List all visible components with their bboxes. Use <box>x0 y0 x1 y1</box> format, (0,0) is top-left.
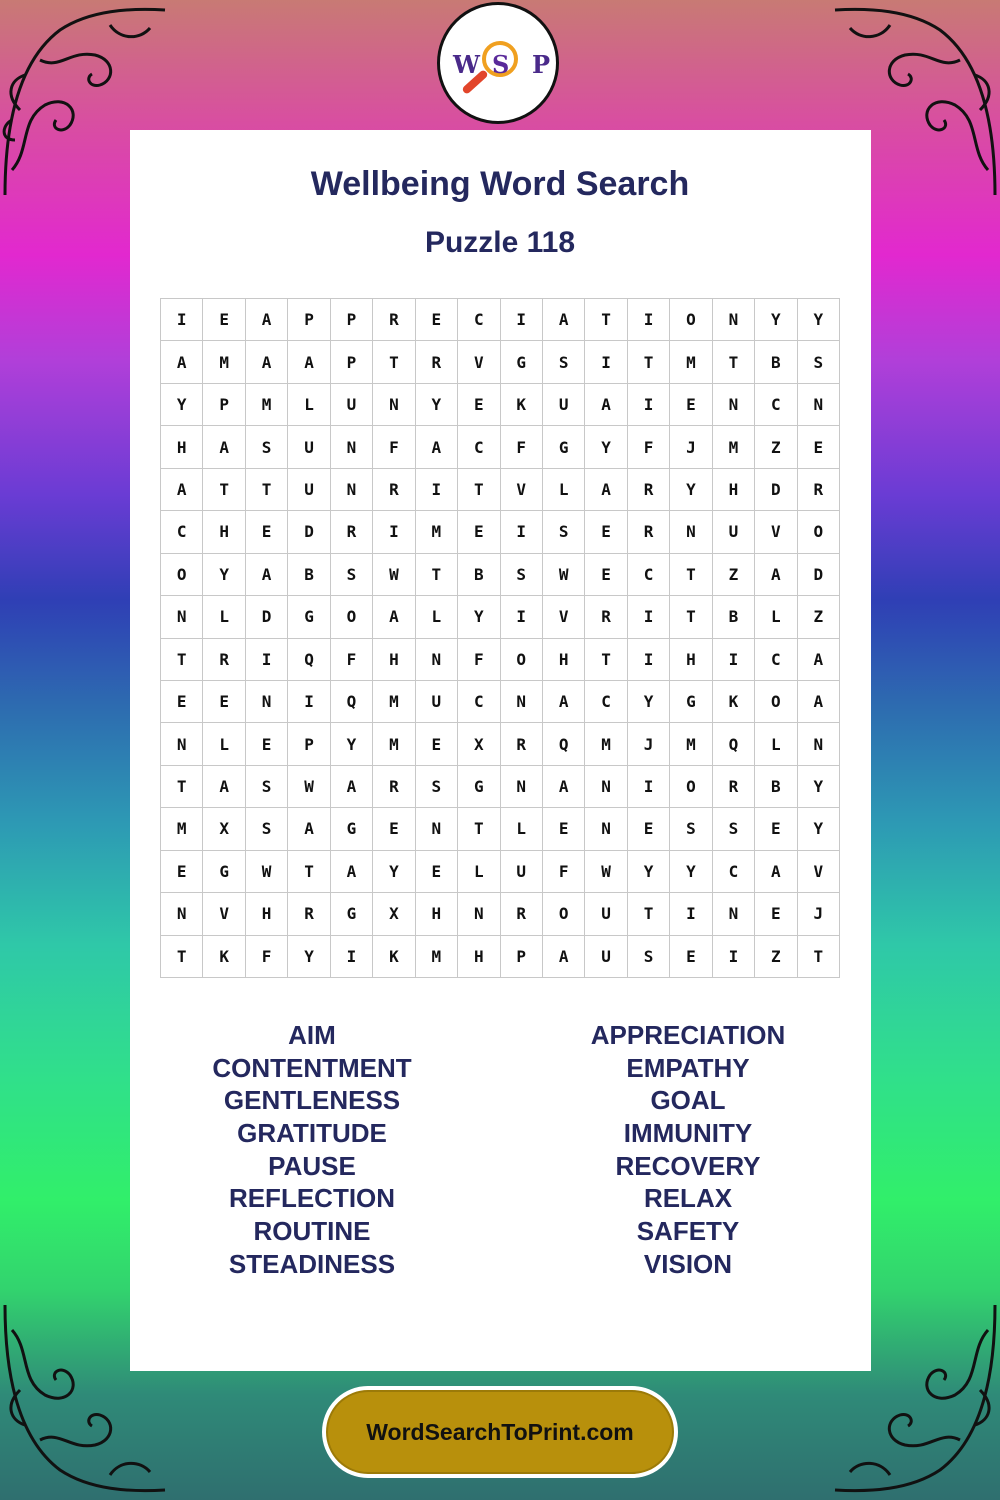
grid-cell[interactable]: I <box>501 511 543 553</box>
grid-cell[interactable]: R <box>373 469 415 511</box>
grid-cell[interactable]: N <box>501 681 543 723</box>
grid-cell[interactable]: N <box>331 469 373 511</box>
grid-cell[interactable]: U <box>331 384 373 426</box>
grid-cell[interactable]: K <box>501 384 543 426</box>
grid-cell[interactable]: S <box>670 808 712 850</box>
grid-cell[interactable]: S <box>331 554 373 596</box>
grid-cell[interactable]: C <box>458 681 500 723</box>
grid-cell[interactable]: Y <box>798 808 840 850</box>
grid-cell[interactable]: N <box>798 723 840 765</box>
grid-cell[interactable]: T <box>585 299 627 341</box>
grid-cell[interactable]: G <box>288 596 330 638</box>
grid-cell[interactable]: A <box>161 341 203 383</box>
grid-cell[interactable]: U <box>416 681 458 723</box>
grid-cell[interactable]: G <box>331 808 373 850</box>
grid-cell[interactable]: E <box>246 511 288 553</box>
grid-cell[interactable]: A <box>246 299 288 341</box>
grid-cell[interactable]: W <box>288 766 330 808</box>
grid-cell[interactable]: H <box>416 893 458 935</box>
page-title: Wellbeing Word Search <box>310 165 690 203</box>
grid-cell[interactable]: S <box>543 341 585 383</box>
grid-cell[interactable]: T <box>670 596 712 638</box>
grid-cell[interactable]: E <box>203 681 245 723</box>
grid-cell[interactable]: P <box>501 936 543 978</box>
grid-cell[interactable]: I <box>373 511 415 553</box>
grid-cell[interactable]: S <box>416 766 458 808</box>
word-item: EMPATHY <box>626 1052 750 1083</box>
grid-cell[interactable]: B <box>755 766 797 808</box>
grid-cell[interactable]: T <box>628 341 670 383</box>
grid-cell[interactable]: N <box>458 893 500 935</box>
word-item: GENTLENESS <box>223 1085 401 1116</box>
grid-cell[interactable]: F <box>628 426 670 468</box>
word-item: RECOVERY <box>615 1150 761 1181</box>
word-item: AIM <box>288 1020 336 1050</box>
grid-cell[interactable]: R <box>203 639 245 681</box>
grid-cell[interactable]: E <box>203 299 245 341</box>
grid-cell[interactable]: A <box>755 851 797 893</box>
grid-cell[interactable]: E <box>161 681 203 723</box>
grid-cell[interactable]: O <box>161 554 203 596</box>
grid-cell[interactable]: O <box>670 299 712 341</box>
grid-cell[interactable]: H <box>543 639 585 681</box>
puzzle-number: Puzzle 118 <box>424 226 576 259</box>
grid-cell[interactable]: E <box>416 299 458 341</box>
grid-cell[interactable]: Y <box>670 851 712 893</box>
grid-cell[interactable]: E <box>246 723 288 765</box>
grid-cell[interactable]: A <box>203 766 245 808</box>
grid-cell[interactable]: T <box>628 893 670 935</box>
grid-cell[interactable]: N <box>161 596 203 638</box>
grid-cell[interactable]: M <box>416 511 458 553</box>
grid-cell[interactable]: R <box>501 893 543 935</box>
grid-cell[interactable]: C <box>755 639 797 681</box>
grid-cell[interactable]: U <box>501 851 543 893</box>
grid-cell[interactable]: L <box>755 723 797 765</box>
grid-cell[interactable]: P <box>288 723 330 765</box>
grid-cell[interactable]: L <box>203 596 245 638</box>
grid-cell[interactable]: S <box>501 554 543 596</box>
grid-cell[interactable]: E <box>458 384 500 426</box>
grid-cell[interactable]: M <box>161 808 203 850</box>
grid-cell[interactable]: I <box>501 596 543 638</box>
grid-cell[interactable]: X <box>373 893 415 935</box>
grid-cell[interactable]: Z <box>713 554 755 596</box>
grid-cell[interactable]: I <box>416 469 458 511</box>
grid-cell[interactable]: U <box>288 469 330 511</box>
grid-cell[interactable]: F <box>373 426 415 468</box>
grid-cell[interactable]: E <box>543 808 585 850</box>
grid-cell[interactable]: D <box>246 596 288 638</box>
grid-cell[interactable]: A <box>543 681 585 723</box>
grid-cell[interactable]: N <box>161 723 203 765</box>
grid-cell[interactable]: T <box>161 936 203 978</box>
grid-cell[interactable]: J <box>670 426 712 468</box>
grid-cell[interactable]: Y <box>373 851 415 893</box>
grid-cell[interactable]: W <box>543 554 585 596</box>
grid-cell[interactable]: Q <box>331 681 373 723</box>
grid-cell[interactable]: W <box>373 554 415 596</box>
grid-cell[interactable]: Z <box>755 936 797 978</box>
word-item: IMMUNITY <box>623 1118 753 1149</box>
grid-cell[interactable]: P <box>288 299 330 341</box>
grid-cell[interactable]: E <box>798 426 840 468</box>
grid-cell[interactable]: G <box>543 426 585 468</box>
grid-cell[interactable]: I <box>628 299 670 341</box>
grid-cell[interactable]: V <box>543 596 585 638</box>
word-item: GRATITUDE <box>237 1118 387 1149</box>
grid-cell[interactable]: Y <box>416 384 458 426</box>
grid-cell[interactable]: A <box>373 596 415 638</box>
grid-cell[interactable]: N <box>585 808 627 850</box>
grid-cell[interactable]: I <box>628 639 670 681</box>
grid-cell[interactable]: N <box>373 384 415 426</box>
grid-cell[interactable]: E <box>755 808 797 850</box>
grid-cell[interactable]: A <box>331 851 373 893</box>
grid-cell[interactable]: E <box>161 851 203 893</box>
grid-cell[interactable]: Z <box>798 596 840 638</box>
grid-cell[interactable]: N <box>416 808 458 850</box>
grid-cell[interactable]: B <box>288 554 330 596</box>
word-item: CONTENTMENT <box>212 1052 412 1083</box>
grid-cell[interactable]: Q <box>713 723 755 765</box>
grid-cell[interactable]: R <box>798 469 840 511</box>
grid-cell[interactable]: O <box>755 681 797 723</box>
grid-cell[interactable]: E <box>458 511 500 553</box>
grid-cell[interactable]: Y <box>798 299 840 341</box>
grid-cell[interactable]: A <box>203 426 245 468</box>
grid-cell[interactable]: Y <box>798 766 840 808</box>
grid-cell[interactable]: K <box>203 936 245 978</box>
grid-cell[interactable]: J <box>798 893 840 935</box>
grid-cell[interactable]: A <box>543 299 585 341</box>
word-item: SAFETY <box>636 1216 740 1247</box>
grid-cell[interactable]: I <box>670 893 712 935</box>
grid-cell[interactable]: T <box>161 766 203 808</box>
grid-cell[interactable]: A <box>798 639 840 681</box>
grid-cell[interactable]: M <box>670 723 712 765</box>
grid-cell[interactable]: J <box>628 723 670 765</box>
grid-cell[interactable]: M <box>416 936 458 978</box>
word-item: APPRECIATION <box>590 1020 786 1050</box>
website-button[interactable] <box>322 1386 678 1478</box>
grid-cell[interactable]: R <box>331 511 373 553</box>
grid-cell[interactable]: C <box>628 554 670 596</box>
grid-cell[interactable]: O <box>543 893 585 935</box>
grid-cell[interactable]: G <box>203 851 245 893</box>
grid-cell[interactable]: C <box>458 426 500 468</box>
grid-cell[interactable]: Y <box>458 596 500 638</box>
logo-letter-w: W <box>453 50 480 79</box>
grid-cell[interactable]: O <box>331 596 373 638</box>
grid-cell[interactable]: A <box>246 554 288 596</box>
grid-cell[interactable]: A <box>755 554 797 596</box>
grid-cell[interactable]: L <box>755 596 797 638</box>
grid-cell[interactable]: V <box>755 511 797 553</box>
grid-cell[interactable]: Z <box>755 426 797 468</box>
grid-cell[interactable]: O <box>670 766 712 808</box>
grid-cell[interactable]: T <box>416 554 458 596</box>
grid-cell[interactable]: I <box>628 384 670 426</box>
grid-cell[interactable]: E <box>670 936 712 978</box>
grid-cell[interactable]: F <box>331 639 373 681</box>
word-item: GOAL <box>650 1085 726 1116</box>
word-item: RELAX <box>643 1183 733 1214</box>
grid-cell[interactable]: N <box>670 511 712 553</box>
grid-cell[interactable]: A <box>798 681 840 723</box>
grid-cell[interactable]: R <box>628 469 670 511</box>
word-list-left <box>162 1019 462 1281</box>
grid-cell[interactable]: A <box>161 469 203 511</box>
grid-cell[interactable]: R <box>585 596 627 638</box>
grid-cell[interactable]: M <box>373 723 415 765</box>
grid-cell[interactable]: H <box>670 639 712 681</box>
grid-cell[interactable]: B <box>458 554 500 596</box>
grid-cell[interactable]: L <box>458 851 500 893</box>
grid-cell[interactable]: F <box>501 426 543 468</box>
grid-cell[interactable]: N <box>161 893 203 935</box>
grid-cell[interactable]: B <box>755 341 797 383</box>
grid-cell[interactable]: Q <box>288 639 330 681</box>
grid-cell[interactable]: N <box>713 893 755 935</box>
grid-cell[interactable]: Y <box>755 299 797 341</box>
grid-cell[interactable]: C <box>585 681 627 723</box>
grid-cell[interactable]: G <box>458 766 500 808</box>
grid-cell[interactable]: Y <box>203 554 245 596</box>
grid-cell[interactable]: S <box>628 936 670 978</box>
grid-cell[interactable]: L <box>543 469 585 511</box>
grid-cell[interactable]: U <box>585 936 627 978</box>
grid-cell[interactable]: F <box>246 936 288 978</box>
grid-cell[interactable]: V <box>798 851 840 893</box>
grid-cell[interactable]: L <box>288 384 330 426</box>
grid-cell[interactable]: A <box>246 341 288 383</box>
grid-cell[interactable]: H <box>713 469 755 511</box>
grid-cell[interactable]: V <box>501 469 543 511</box>
grid-cell[interactable]: T <box>373 341 415 383</box>
grid-cell[interactable]: H <box>373 639 415 681</box>
grid-cell[interactable]: F <box>458 639 500 681</box>
grid-cell[interactable]: I <box>713 639 755 681</box>
grid-cell[interactable]: Y <box>670 469 712 511</box>
grid-cell[interactable]: M <box>585 723 627 765</box>
grid-cell[interactable]: M <box>670 341 712 383</box>
grid-cell[interactable]: T <box>798 936 840 978</box>
word-item: REFLECTION <box>228 1183 396 1214</box>
grid-cell[interactable]: Y <box>628 681 670 723</box>
grid-cell[interactable]: I <box>713 936 755 978</box>
logo[interactable] <box>437 2 559 124</box>
grid-cell[interactable]: E <box>755 893 797 935</box>
grid-cell[interactable]: A <box>331 766 373 808</box>
grid-cell[interactable]: A <box>585 384 627 426</box>
grid-cell[interactable]: P <box>203 384 245 426</box>
grid-cell[interactable]: N <box>501 766 543 808</box>
grid-cell[interactable]: Y <box>288 936 330 978</box>
grid-cell[interactable]: R <box>501 723 543 765</box>
grid-cell[interactable]: U <box>713 511 755 553</box>
grid-cell[interactable]: Y <box>161 384 203 426</box>
grid-cell[interactable]: E <box>628 808 670 850</box>
grid-cell[interactable]: O <box>501 639 543 681</box>
grid-cell[interactable]: Q <box>543 723 585 765</box>
grid-cell[interactable]: E <box>585 511 627 553</box>
grid-cell[interactable]: T <box>670 554 712 596</box>
grid-cell[interactable]: W <box>246 851 288 893</box>
word-item: STEADINESS <box>228 1248 396 1279</box>
grid-cell[interactable]: X <box>458 723 500 765</box>
grid-cell[interactable]: N <box>331 426 373 468</box>
grid-cell[interactable]: M <box>713 426 755 468</box>
grid-cell[interactable]: U <box>585 893 627 935</box>
grid-cell[interactable]: M <box>373 681 415 723</box>
grid-cell[interactable]: S <box>246 808 288 850</box>
grid-cell[interactable]: I <box>161 299 203 341</box>
grid-cell[interactable]: O <box>798 511 840 553</box>
grid-cell[interactable]: N <box>713 299 755 341</box>
grid-cell[interactable]: C <box>458 299 500 341</box>
grid-cell[interactable]: A <box>288 808 330 850</box>
grid-cell[interactable]: K <box>713 681 755 723</box>
grid-cell[interactable]: N <box>713 384 755 426</box>
grid-cell[interactable]: A <box>585 469 627 511</box>
grid-cell[interactable]: C <box>755 384 797 426</box>
grid-cell[interactable]: T <box>713 341 755 383</box>
grid-cell[interactable]: N <box>585 766 627 808</box>
grid-cell[interactable]: B <box>713 596 755 638</box>
grid-cell[interactable]: N <box>798 384 840 426</box>
logo-letter-p: P <box>532 50 551 79</box>
grid-cell[interactable]: C <box>161 511 203 553</box>
grid-cell[interactable]: N <box>416 639 458 681</box>
grid-cell[interactable]: D <box>798 554 840 596</box>
grid-cell[interactable]: D <box>288 511 330 553</box>
grid-cell[interactable]: G <box>670 681 712 723</box>
website-label: WordSearchToPrint.com <box>366 1418 634 1445</box>
grid-cell[interactable]: H <box>161 426 203 468</box>
letter-grid <box>160 298 840 978</box>
grid-cell[interactable]: T <box>458 808 500 850</box>
word-list-right <box>538 1019 838 1281</box>
grid-cell[interactable]: I <box>585 341 627 383</box>
grid-cell[interactable]: A <box>543 936 585 978</box>
grid-cell[interactable]: A <box>288 341 330 383</box>
grid-cell[interactable]: I <box>628 596 670 638</box>
grid-cell[interactable]: P <box>331 299 373 341</box>
grid-cell[interactable]: T <box>161 639 203 681</box>
grid-cell[interactable]: E <box>585 554 627 596</box>
grid-cell[interactable]: D <box>755 469 797 511</box>
grid-cell[interactable]: G <box>501 341 543 383</box>
grid-cell[interactable]: U <box>288 426 330 468</box>
grid-cell[interactable]: A <box>416 426 458 468</box>
grid-cell[interactable]: W <box>585 851 627 893</box>
grid-cell[interactable]: T <box>458 469 500 511</box>
grid-cell[interactable]: Y <box>585 426 627 468</box>
grid-cell[interactable]: I <box>628 766 670 808</box>
grid-cell[interactable]: K <box>373 936 415 978</box>
grid-cell[interactable]: R <box>373 299 415 341</box>
grid-cell[interactable]: T <box>203 469 245 511</box>
grid-cell[interactable]: R <box>416 341 458 383</box>
grid-cell[interactable]: T <box>246 469 288 511</box>
grid-cell[interactable]: C <box>713 851 755 893</box>
grid-cell[interactable]: N <box>246 681 288 723</box>
grid-cell[interactable]: Y <box>331 723 373 765</box>
word-item: ROUTINE <box>253 1216 371 1247</box>
grid-cell[interactable]: U <box>543 384 585 426</box>
word-item: VISION <box>643 1248 733 1279</box>
grid-cell[interactable]: R <box>288 893 330 935</box>
grid-cell[interactable]: E <box>373 808 415 850</box>
grid-cell[interactable]: V <box>458 341 500 383</box>
grid-cell[interactable]: E <box>670 384 712 426</box>
grid-cell[interactable]: E <box>416 723 458 765</box>
word-item: PAUSE <box>268 1150 356 1181</box>
grid-cell[interactable]: E <box>416 851 458 893</box>
grid-cell[interactable]: L <box>416 596 458 638</box>
grid-cell[interactable]: A <box>543 766 585 808</box>
grid-cell[interactable]: I <box>331 936 373 978</box>
grid-cell[interactable]: S <box>543 511 585 553</box>
grid-cell[interactable]: H <box>203 511 245 553</box>
grid-cell[interactable]: X <box>203 808 245 850</box>
grid-cell[interactable]: H <box>246 893 288 935</box>
grid-cell[interactable]: M <box>203 341 245 383</box>
grid-cell[interactable]: T <box>288 851 330 893</box>
grid-cell[interactable]: I <box>288 681 330 723</box>
grid-cell[interactable]: M <box>246 384 288 426</box>
grid-cell[interactable]: P <box>331 341 373 383</box>
grid-cell[interactable]: S <box>246 766 288 808</box>
grid-cell[interactable]: F <box>543 851 585 893</box>
grid-cell[interactable]: S <box>246 426 288 468</box>
grid-cell[interactable]: G <box>331 893 373 935</box>
grid-cell[interactable]: S <box>798 341 840 383</box>
logo-letter-s: S <box>492 50 510 79</box>
grid-cell[interactable]: T <box>585 639 627 681</box>
grid-cell[interactable]: Y <box>628 851 670 893</box>
grid-cell[interactable]: H <box>458 936 500 978</box>
grid-cell[interactable]: L <box>203 723 245 765</box>
grid-cell[interactable]: R <box>628 511 670 553</box>
grid-cell[interactable]: S <box>713 808 755 850</box>
grid-cell[interactable]: L <box>501 808 543 850</box>
grid-cell[interactable]: R <box>713 766 755 808</box>
grid-cell[interactable]: R <box>373 766 415 808</box>
grid-cell[interactable]: V <box>203 893 245 935</box>
grid-cell[interactable]: I <box>246 639 288 681</box>
grid-cell[interactable]: I <box>501 299 543 341</box>
